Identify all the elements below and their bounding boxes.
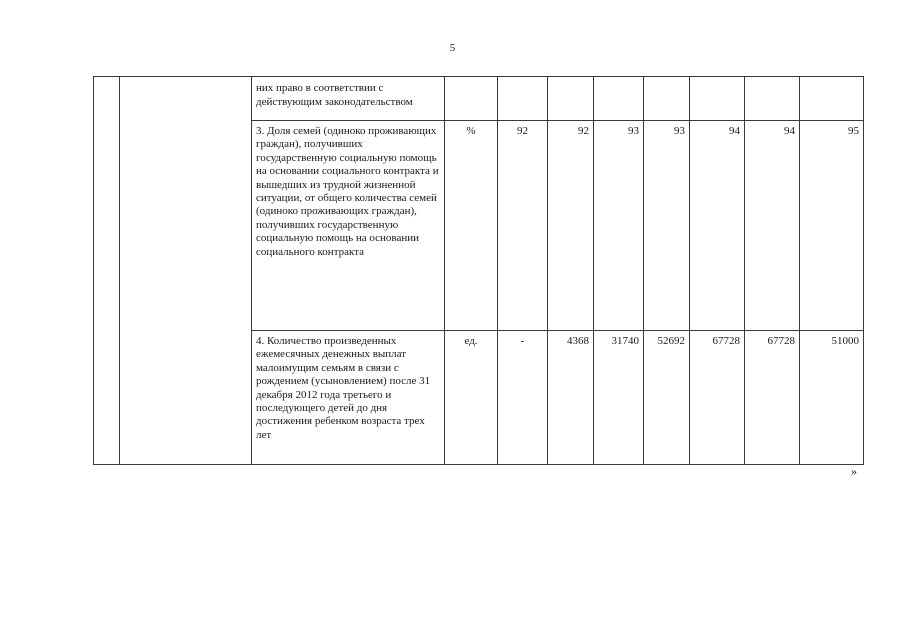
value-cell (498, 77, 548, 121)
value-cell: 67728 (690, 331, 745, 465)
value-cell (690, 77, 745, 121)
indicator-name-cell: 4. Количество произведенных ежемесячных денежных выплат малоимущим семьям в связи с рождением (усыновлением) после 31 декабря 2012 года третьего и последующего детей до дня достижения ребенком возраста трех лет (252, 331, 445, 465)
empty-cell (120, 77, 252, 465)
value-cell: - (498, 331, 548, 465)
indicators-table (93, 76, 864, 465)
indicator-name-cell: 3. Доля семей (одиноко проживающих граждан), получивших государственную социальную помощь на основании социального контракта и вышедших из трудной жизненной ситуации, от общего количества семей (одиноко проживающих граждан), получивших государственную социальную помощь на основании социального контракта (252, 121, 445, 331)
table-row (94, 77, 864, 121)
unit-cell (445, 77, 498, 121)
value-cell (594, 77, 644, 121)
value-cell: 52692 (644, 331, 690, 465)
unit-cell: % (445, 121, 498, 331)
value-cell: 93 (644, 121, 690, 331)
page-number: 5 (449, 42, 456, 54)
value-cell (800, 77, 864, 121)
value-cell: 92 (548, 121, 594, 331)
unit-cell: ед. (445, 331, 498, 465)
value-cell: 95 (800, 121, 864, 331)
closing-quote-mark: » (851, 464, 857, 478)
value-cell: 51000 (800, 331, 864, 465)
empty-cell (94, 77, 120, 465)
value-cell: 4368 (548, 331, 594, 465)
value-cell: 94 (745, 121, 800, 331)
value-cell: 93 (594, 121, 644, 331)
value-cell (745, 77, 800, 121)
value-cell: 67728 (745, 331, 800, 465)
value-cell (548, 77, 594, 121)
value-cell (644, 77, 690, 121)
indicator-name-cell: них право в соответствии с действующим законодательством (252, 77, 445, 121)
value-cell: 31740 (594, 331, 644, 465)
value-cell: 94 (690, 121, 745, 331)
value-cell: 92 (498, 121, 548, 331)
